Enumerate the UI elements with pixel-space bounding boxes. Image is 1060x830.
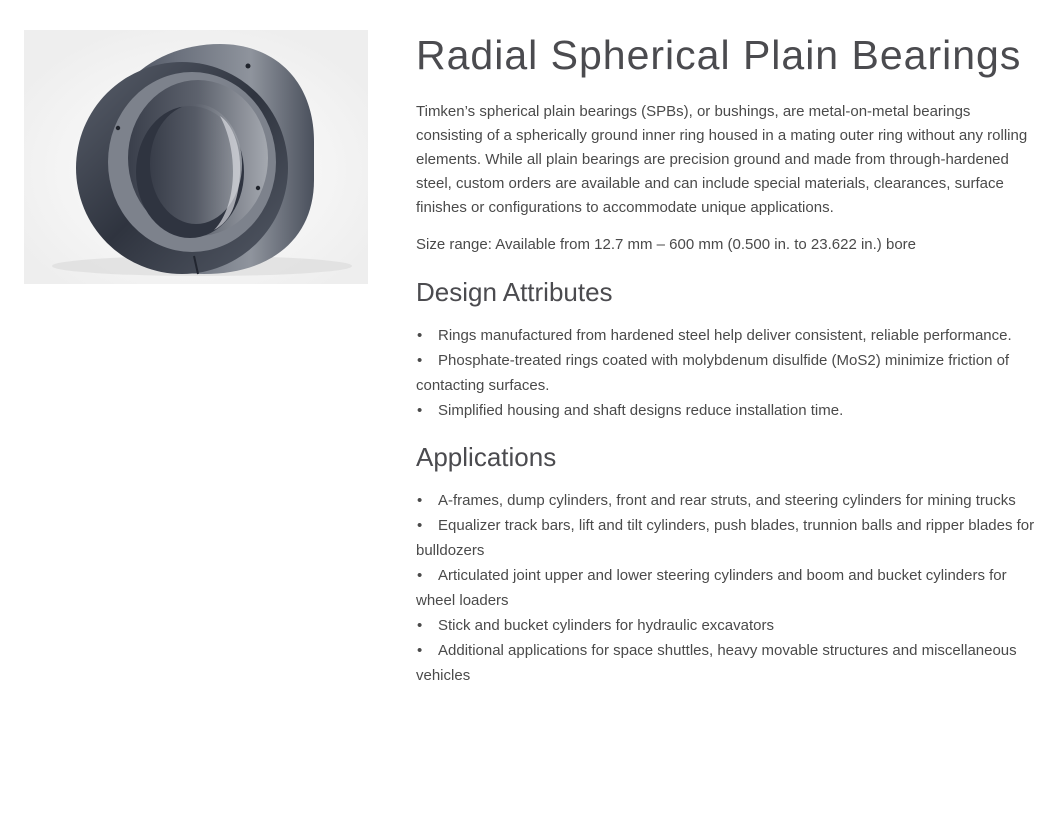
- bullet-icon: •: [417, 492, 423, 509]
- size-range-text: Size range: Available from 12.7 mm – 600 mm (0.500 in. to 23.622 in.) bore: [416, 236, 916, 253]
- list-item: [416, 638, 1040, 688]
- list-item-text: Stick and bucket cylinders for hydraulic excavators: [438, 617, 774, 634]
- design-attributes-list: [416, 323, 1040, 423]
- list-item: [416, 563, 1040, 613]
- list-item: [416, 513, 1040, 563]
- list-item-text: Articulated joint upper and lower steering cylinders and boom and bucket cylinders for wheel loaders: [416, 567, 1007, 609]
- list-item: [416, 398, 1040, 423]
- list-item-text: A-frames, dump cylinders, front and rear struts, and steering cylinders for mining trucks: [438, 492, 1016, 509]
- bullet-icon: •: [417, 567, 423, 584]
- applications-list: [416, 488, 1040, 688]
- list-item-text: Phosphate-treated rings coated with molybdenum disulfide (MoS2) minimize friction of contacting surfaces.: [416, 352, 1010, 394]
- bullet-icon: •: [417, 642, 423, 659]
- list-item: [416, 488, 1040, 513]
- list-item-text: Simplified housing and shaft designs reduce installation time.: [438, 402, 844, 419]
- list-item-text: Additional applications for space shuttles, heavy movable structures and miscellaneous vehicles: [416, 642, 1017, 684]
- list-item: [416, 323, 1040, 348]
- design-attributes-heading: Design Attributes: [416, 277, 613, 307]
- product-image: [24, 30, 368, 284]
- product-description: Timken’s spherical plain bearings (SPBs), or bushings, are metal-on-metal bearings consisting of a spherically ground inner ring housed in a mating outer ring without any rolling elements. While all plain bearings are precision ground and made from through-hardened steel, custom orders are available and can include special materials, clearances, surface finishes or configurations to accommodate unique applications.: [416, 103, 1028, 216]
- list-item: [416, 613, 1040, 638]
- applications-heading: Applications: [416, 442, 557, 472]
- bullet-icon: •: [417, 327, 423, 344]
- list-item-text: Equalizer track bars, lift and tilt cylinders, push blades, trunnion balls and ripper blades for bulldozers: [416, 517, 1035, 559]
- bearing-illustration: [24, 30, 368, 284]
- bullet-icon: •: [417, 402, 423, 419]
- bullet-icon: •: [417, 352, 423, 369]
- page-title: Radial Spherical Plain Bearings: [416, 32, 1022, 78]
- product-content: [416, 26, 1040, 706]
- bullet-icon: •: [417, 617, 423, 634]
- list-item-text: Rings manufactured from hardened steel help deliver consistent, reliable performance.: [438, 327, 1012, 344]
- list-item: [416, 348, 1040, 398]
- bullet-icon: •: [417, 517, 423, 534]
